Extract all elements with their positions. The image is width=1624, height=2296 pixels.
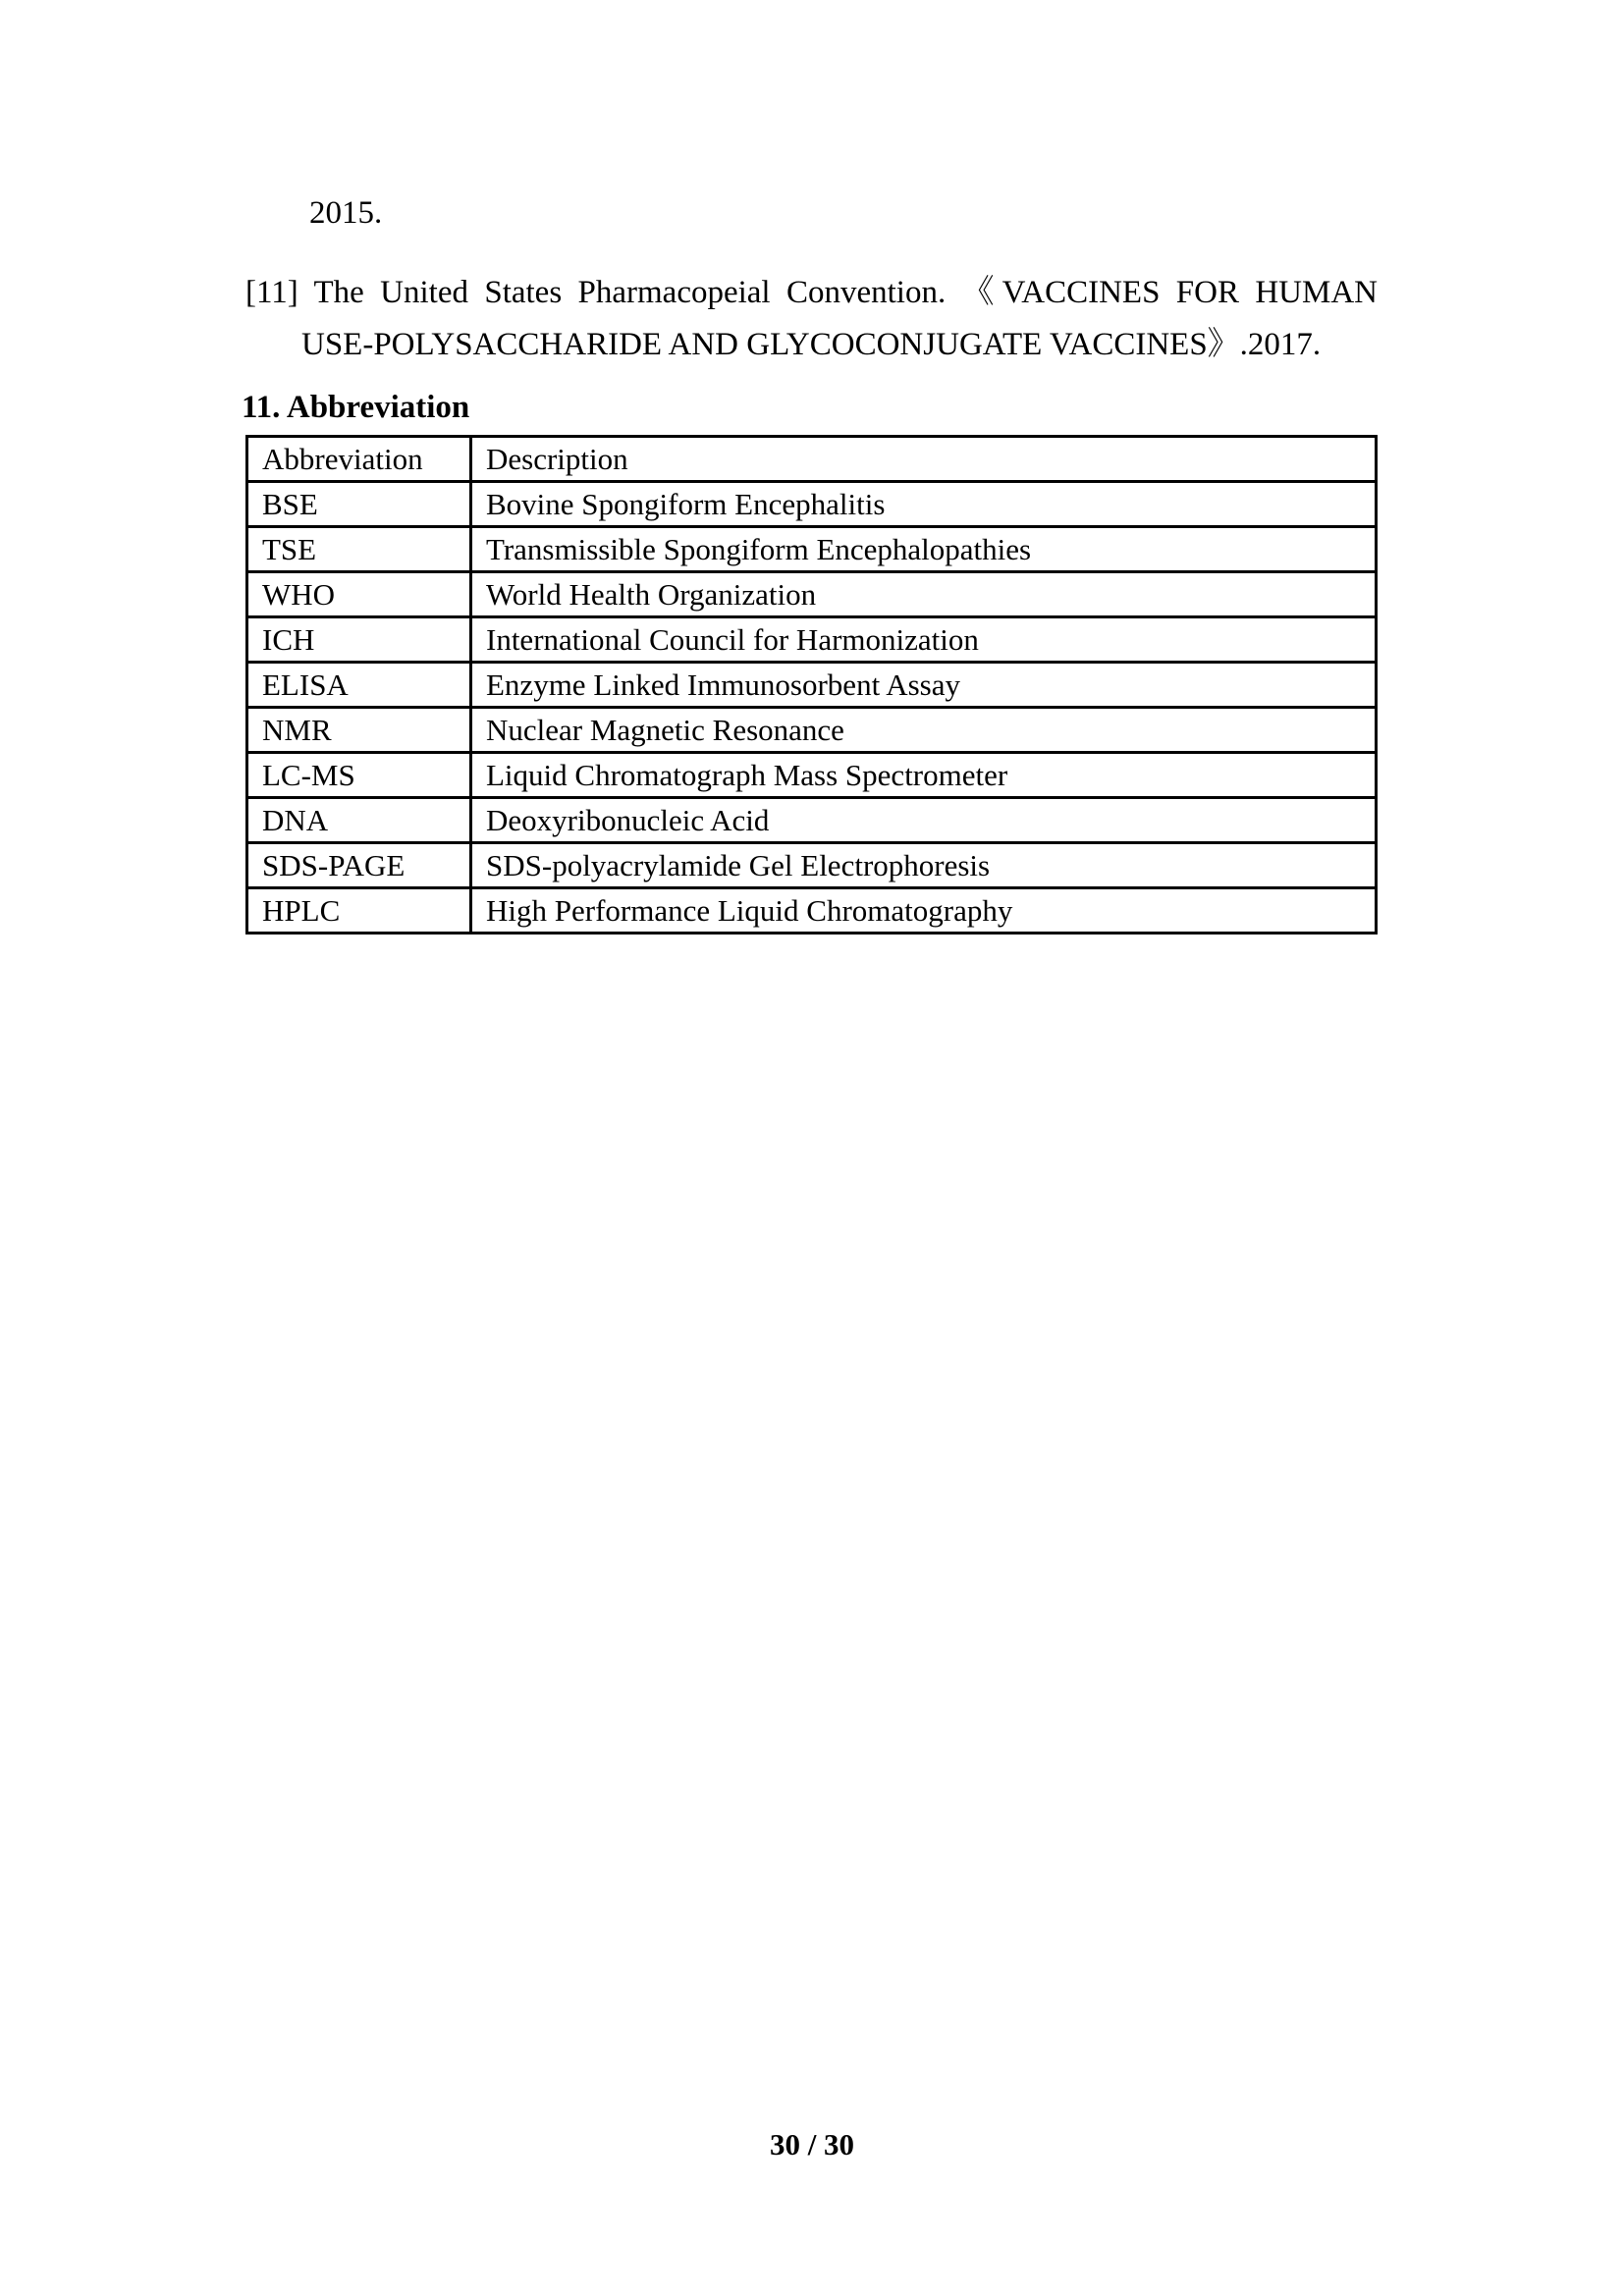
reference-11-line-2: USE-POLYSACCHARIDE AND GLYCOCONJUGATE VACCINES》.2017. [301, 327, 1322, 362]
description-cell: Transmissible Spongiform Encephalopathies [471, 527, 1377, 572]
description-cell: International Council for Harmonization [471, 617, 1377, 663]
description-cell: Deoxyribonucleic Acid [471, 798, 1377, 843]
table-row [247, 843, 1377, 888]
reference-11-line-1: [11] The United States Pharmacopeial Convention. 《VACCINES FOR HUMAN [245, 275, 1378, 310]
page-number: 30 / 30 [769, 2127, 855, 2162]
abbreviation-cell: HPLC [247, 888, 471, 934]
table-header-description: Description [471, 437, 1377, 482]
abbreviation-cell: NMR [247, 708, 471, 753]
table-row [247, 527, 1377, 572]
description-cell: World Health Organization [471, 572, 1377, 617]
table-row [247, 708, 1377, 753]
table-row [247, 888, 1377, 934]
table-header-abbreviation: Abbreviation [247, 437, 471, 482]
description-cell: SDS-polyacrylamide Gel Electrophoresis [471, 843, 1377, 888]
table-row [247, 663, 1377, 708]
table-row [247, 753, 1377, 798]
table-row [247, 482, 1377, 527]
abbreviation-cell: LC-MS [247, 753, 471, 798]
description-cell: Bovine Spongiform Encephalitis [471, 482, 1377, 527]
abbreviation-cell: WHO [247, 572, 471, 617]
table-row [247, 572, 1377, 617]
abbreviation-cell: ICH [247, 617, 471, 663]
description-cell: High Performance Liquid Chromatography [471, 888, 1377, 934]
abbreviation-cell: BSE [247, 482, 471, 527]
table-row [247, 798, 1377, 843]
reference-item-11 [245, 267, 1378, 371]
description-cell: Enzyme Linked Immunosorbent Assay [471, 663, 1377, 708]
abbreviation-cell: DNA [247, 798, 471, 843]
abbreviation-cell: SDS-PAGE [247, 843, 471, 888]
abbreviation-cell: ELISA [247, 663, 471, 708]
abbreviation-table [245, 435, 1378, 934]
abbreviation-table-body [247, 482, 1377, 934]
section-heading-abbreviation: 11. Abbreviation [242, 390, 470, 425]
description-cell: Nuclear Magnetic Resonance [471, 708, 1377, 753]
table-header-row [247, 437, 1377, 482]
description-cell: Liquid Chromatograph Mass Spectrometer [471, 753, 1377, 798]
reference-10-tail: 2015. [309, 195, 383, 231]
table-row [247, 617, 1377, 663]
abbreviation-cell: TSE [247, 527, 471, 572]
